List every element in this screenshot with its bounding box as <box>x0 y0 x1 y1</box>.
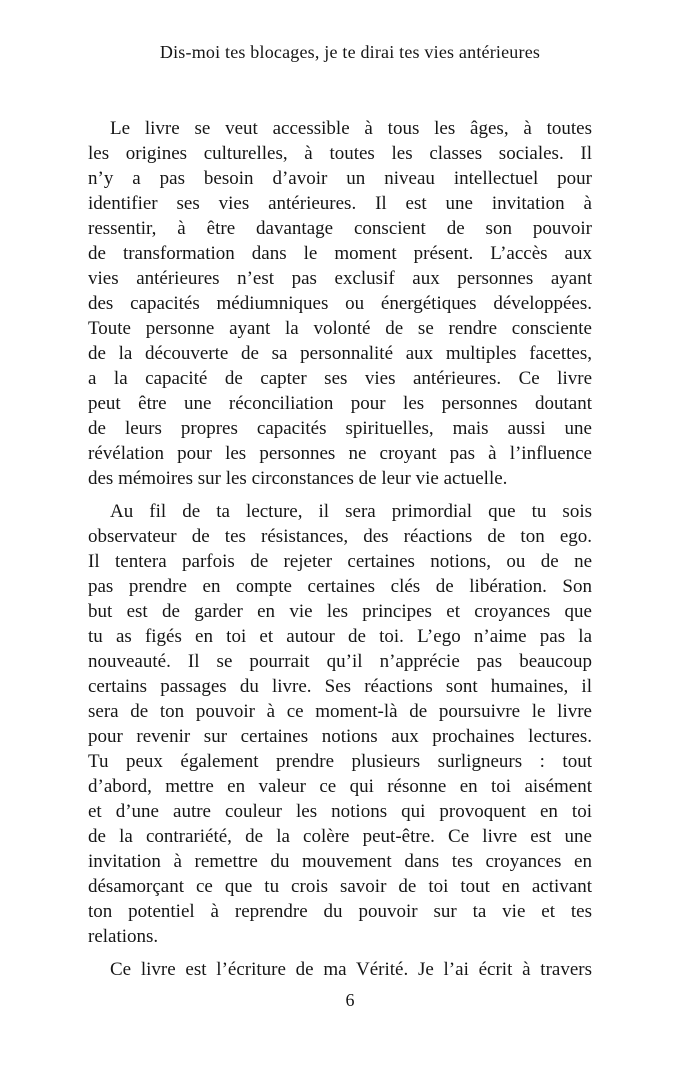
paragraph <box>88 499 592 949</box>
text-line: pas prendre en compte certaines clés de libération. Son <box>88 576 592 597</box>
text-line: nouveauté. Il se pourrait qu’il n’apprécie pas beaucoup <box>88 651 592 672</box>
text-line: relations. <box>88 926 159 947</box>
text-line: et d’une autre couleur les notions qui provoquent en toi <box>88 801 592 822</box>
text-line: certains passages du livre. Ses réactions sont humaines, il <box>88 676 592 697</box>
text-line: peut être une réconciliation pour les personnes doutant <box>88 393 592 414</box>
text-line: ressentir, à être davantage conscient de son pouvoir <box>88 218 592 239</box>
running-head: Dis-moi tes blocages, je te dirai tes vies antérieures <box>159 42 541 62</box>
text-line: désamorçant ce que tu crois savoir de toi tout en activant <box>88 876 592 897</box>
text-block <box>88 116 592 982</box>
text-line: a la capacité de capter ses vies antérieures. Ce livre <box>88 368 592 389</box>
text-line: identifier ses vies antérieures. Il est une invitation à <box>88 193 592 214</box>
text-line: Au fil de ta lecture, il sera primordial que tu sois <box>110 501 592 522</box>
text-line: de transformation dans le moment présent. L’accès aux <box>88 243 592 264</box>
paragraph <box>88 116 592 491</box>
text-line: Ce livre est l’écriture de ma Vérité. Je l’ai écrit à travers <box>110 959 592 980</box>
text-line: sera de ton pouvoir à ce moment-là de poursuivre le livre <box>88 701 592 722</box>
text-line: Il tentera parfois de rejeter certaines notions, ou de ne <box>88 551 592 572</box>
paragraph <box>88 957 592 982</box>
text-line: invitation à remettre du mouvement dans tes croyances en <box>88 851 592 872</box>
text-line: n’y a pas besoin d’avoir un niveau intellectuel pour <box>88 168 592 189</box>
page-number: 6 <box>345 990 355 1010</box>
text-line: Le livre se veut accessible à tous les âges, à toutes <box>110 118 592 139</box>
text-line: but est de garder en vie les principes et croyances que <box>88 601 592 622</box>
text-line: ton potentiel à reprendre du pouvoir sur ta vie et tes <box>88 901 592 922</box>
text-line: Tu peux également prendre plusieurs surligneurs : tout <box>88 751 592 772</box>
text-line: pour revenir sur certaines notions aux prochaines lectures. <box>88 726 592 747</box>
text-line: de la découverte de sa personnalité aux multiples facettes, <box>88 343 592 364</box>
text-line: des capacités médiumniques ou énergétiques développées. <box>88 293 592 314</box>
text-line: de la contrariété, de la colère peut-être. Ce livre est une <box>88 826 592 847</box>
text-line: les origines culturelles, à toutes les classes sociales. Il <box>88 143 592 164</box>
text-line: des mémoires sur les circonstances de leur vie actuelle. <box>88 468 508 489</box>
text-line: tu as figés en toi et autour de toi. L’ego n’aime pas la <box>88 626 592 647</box>
text-line: d’abord, mettre en valeur ce qui résonne en toi aisément <box>88 776 592 797</box>
text-line: observateur de tes résistances, des réactions de ton ego. <box>88 526 592 547</box>
text-line: de leurs propres capacités spirituelles, mais aussi une <box>88 418 592 439</box>
text-line: Toute personne ayant la volonté de se rendre consciente <box>88 318 592 339</box>
text-line: vies antérieures n’est pas exclusif aux personnes ayant <box>88 268 592 289</box>
text-line: révélation pour les personnes ne croyant pas à l’influence <box>88 443 592 464</box>
